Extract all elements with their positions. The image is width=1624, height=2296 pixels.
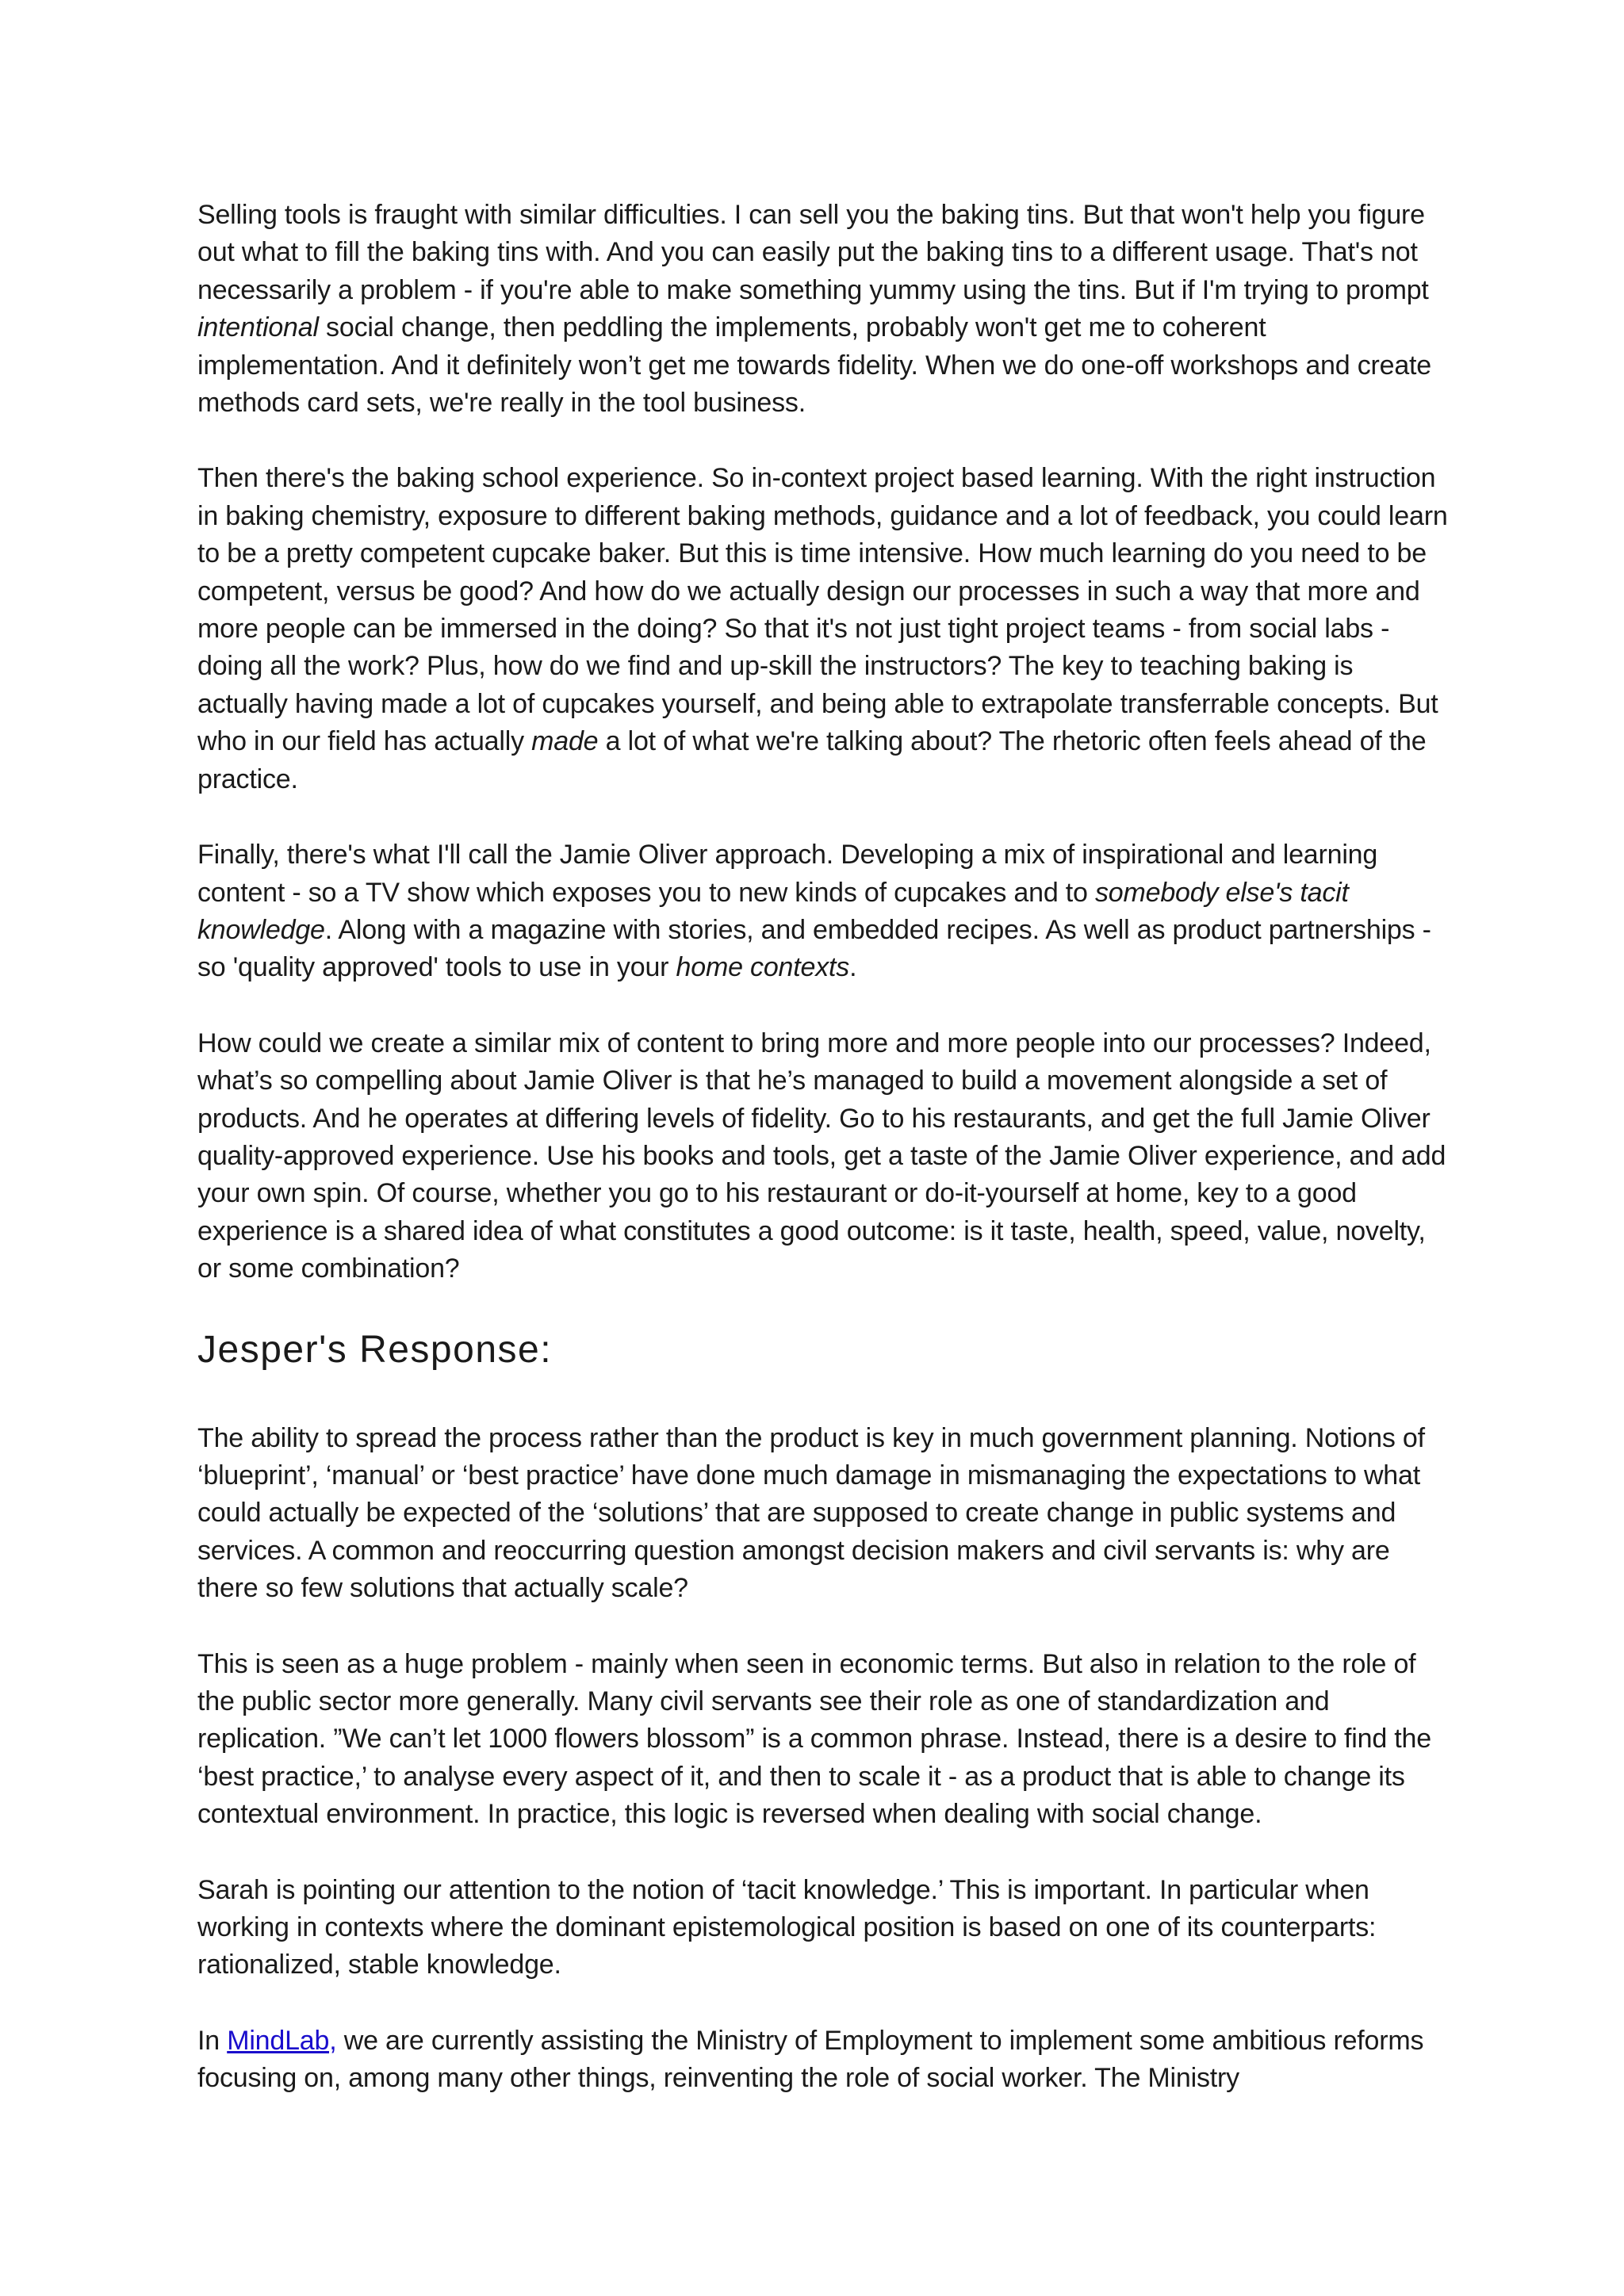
paragraph-similar-mix [197,1025,1450,1288]
mindlab-link[interactable]: MindLab, [227,2025,337,2056]
paragraph-mindlab [197,2022,1450,2098]
body-before [197,197,1450,1288]
text-segment: social change, then peddling the implements, probably won't get me to coherent implementation. And it definitely won’t get me towards fidelity. When we do one-off workshops and create methods card sets, we're really in the tool business. [197,312,1432,419]
paragraph-tacit-knowledge [197,1872,1450,1984]
text-segment: Then there's the baking school experience. So in-context project based learning. With the right instruction in baking chemistry, exposure to different baking methods, guidance and a lot of feedback, you could learn to be a pretty competent cupcake baker. But this is time intensive. How much learning do you need to be competent, versus be good? And how do we actually design our processes in such a way that more and more people can be immersed in the doing? So that it's not just tight project teams - from social labs - doing all the work? Plus, how do we find and up-skill the instructors? The key to teaching baking is actually having made a lot of cupcakes yourself, and being able to extrapolate transferrable concepts. But who in our field has actually [197,463,1448,757]
section-heading: Jesper's Response: [197,1328,553,1371]
paragraph-baking-school [197,460,1450,798]
emphasis-made: made [531,726,599,757]
text-segment: Finally, there's what I'll call the Jamie Oliver approach. Developing a mix of inspirational and learning content - so a TV show which exposes you to new kinds of cupcakes and to [197,840,1378,908]
text-segment: The ability to spread the process rather than the product is key in much government planning. Notions of ‘blueprint’, ‘manual’ or ‘best practice’ have done much damage in mismanaging the expectations to what could actually be expected of the ‘solutions’ that are supposed to create change in public systems and services. A common and reoccurring question amongst decision makers and civil servants is: why are there so few solutions that actually scale? [197,1422,1425,1604]
emphasis-intentional: intentional [197,312,319,343]
text-segment: a lot of what we're talking about? The rhetoric often feels ahead of the practice. [197,726,1427,794]
text-segment: we are currently assisting the Ministry of Employment to implement some ambitious reforms focusing on, among many other things, reinventing the role of social worker. The Ministry [197,2025,1424,2094]
text-segment: This is seen as a huge problem - mainly when seen in economic terms. But also in relation to the role of the public sector more generally. Many civil servants see their role as one of standardization and replication. ”We can’t let 1000 flowers blossom” is a common phrase. Instead, there is a desire to find the ‘best practice,’ to analyse every aspect of it, and then to scale it - as a product that is able to change its contextual environment. In practice, this logic is reversed when dealing with social change. [197,1648,1431,1830]
body-after [197,1420,1450,2098]
text-segment: Selling tools is fraught with similar difficulties. I can sell you the baking tins. But that won't help you figure out what to fill the baking tins with. And you can easily put the baking tins to a different usage. That's not necessarily a problem - if you're able to make something yummy using the tins. But if I'm trying to prompt [197,200,1429,305]
paragraph-spread-process [197,1420,1450,1608]
emphasis-home-contexts: home contexts [676,952,850,983]
document-page [197,197,1450,2136]
text-segment: In [197,2025,228,2056]
paragraph-selling-tools [197,197,1450,422]
text-segment: . Along with a magazine with stories, and embedded recipes. As well as product partnerships - so 'quality approved' tools to use in your [197,914,1431,983]
text-segment: How could we create a similar mix of content to bring more and more people into our processes? Indeed, what’s so compelling about Jamie Oliver is that he’s managed to build a movement alongside a set of products. And he operates at differing levels of fidelity. Go to his restaurants, and get the full Jamie Oliver quality-approved experience. Use his books and tools, get a taste of the Jamie Oliver experience, and add your own spin. Of course, whether you go to his restaurant or do-it-yourself at home, key to a good experience is a shared idea of what constitutes a good outcome: is it taste, health, speed, value, novelty, or some combination? [197,1027,1446,1284]
paragraph-huge-problem [197,1646,1450,1834]
paragraph-jamie-oliver-approach [197,836,1450,987]
text-segment: Sarah is pointing our attention to the notion of ‘tacit knowledge.’ This is important. In particular when working in contexts where the dominant epistemological position is based on one of its counterparts: rationalized, stable knowledge. [197,1874,1377,1980]
emphasis-tacit-knowledge: somebody else's tacit knowledge [197,877,1349,945]
text-segment: . [849,952,857,983]
